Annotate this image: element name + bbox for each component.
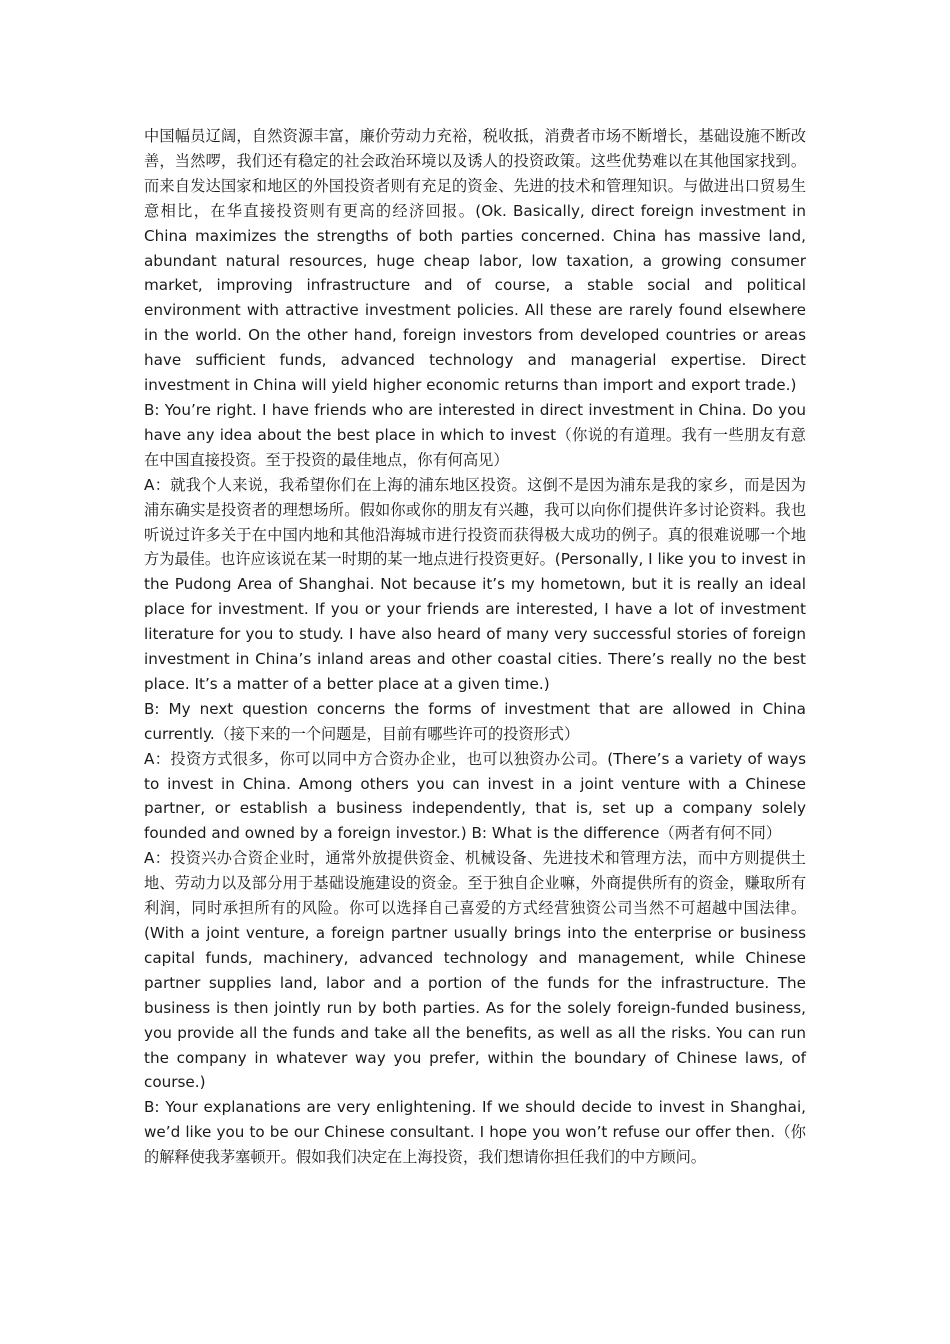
paragraph-b-forms: B: My next question concerns the forms of investment that are allowed in China currently.（接下来的一个问题是，目前有哪些许可的投资形式） bbox=[144, 699, 806, 743]
document-body bbox=[144, 124, 806, 1170]
paragraph-b-consultant: B: Your explanations are very enlightening. If we should decide to invest in Shanghai, we’d like you to be our Chinese consultant. I hope you won’t refuse our offer then.（你的解释使我茅塞顿开。假如我们决定在上海投资，我们想请你担任我们的中方顾问。 bbox=[144, 1098, 806, 1167]
paragraph-advantages: 中国幅员辽阔，自然资源丰富，廉价劳动力充裕，税收抵，消费者市场不断增长，基础设施不断改善，当然啰，我们还有稳定的社会政治环境以及诱人的投资政策。这些优势难以在其他国家找到。而来自发达国家和地区的外国投资者则有充足的资金、先进的技术和管理知识。与做进出口贸易生意相比，在华直接投资则有更高的经济回报。(Ok. Basically, direct foreign investment in China maximizes the strengths of both parties concerned. China has massive land, abundant natural resources, huge cheap labor, low taxation, a growing consumer market, improving infrastructure and of course, a stable social and political environment with attractive investment policies. All these are rarely found elsewhere in the world. On the other hand, foreign investors from developed countries or areas have sufficient funds, advanced technology and managerial expertise. Direct investment in China will yield higher economic returns than import and export trade.) bbox=[144, 127, 806, 395]
paragraph-a-ways: A：投资方式很多，你可以同中方合资办企业，也可以独资办公司。(There’s a variety of ways to invest in China. Among others you can invest in a joint venture with a Chinese partner, or establish a business independently, that is, set up a company solely founded and owned by a foreign investor.) B: What is the difference（两者有何不同） bbox=[144, 749, 806, 843]
paragraph-a-joint-venture: A：投资兴办合资企业时，通常外放提供资金、机械设备、先进技术和管理方法，而中方则提供土地、劳动力以及部分用于基础设施建设的资金。至于独自企业嘛，外商提供所有的资金，赚取所有利润，同时承担所有的风险。你可以选择自己喜爱的方式经营独资公司当然不可超越中国法律。(With a joint venture, a foreign partner usually brings into the enterprise or business capital funds, machinery, advanced technology and management, while Chinese partner supplies land, labor and a portion of the funds for the infrastructure. The business is then jointly run by both parties. As for the solely foreign-funded business, you provide all the funds and take all the benefits, as well as all the risks. You can run the company in whatever way you prefer, within the boundary of Chinese laws, of course.) bbox=[144, 849, 806, 1092]
paragraph-a-pudong: A：就我个人来说，我希望你们在上海的浦东地区投资。这倒不是因为浦东是我的家乡，而是因为浦东确实是投资者的理想场所。假如你或你的朋友有兴趣，我可以向你们提供许多讨论资料。我也听说过许多关于在中国内地和其他沿海城市进行投资而获得极大成功的例子。真的很难说哪一个地方为最佳。也许应该说在某一时期的某一地点进行投资更好。(Personally, I like you to invest in the Pudong Area of Shanghai. Not because it’s my hometown, but it is really an ideal place for investment. If you or your friends are interested, I have a lot of investment literature for you to study. I have also heard of many very successful stories of foreign investment in China’s inland areas and other coastal cities. There’s really no the best place. It’s a matter of a better place at a given time.) bbox=[144, 475, 806, 693]
paragraph-b-best-place: B: You’re right. I have friends who are interested in direct investment in China. Do you have any idea about the best place in which to invest（你说的有道理。我有一些朋友有意在中国直接投资。至于投资的最佳地点，你有何高见） bbox=[144, 400, 806, 469]
